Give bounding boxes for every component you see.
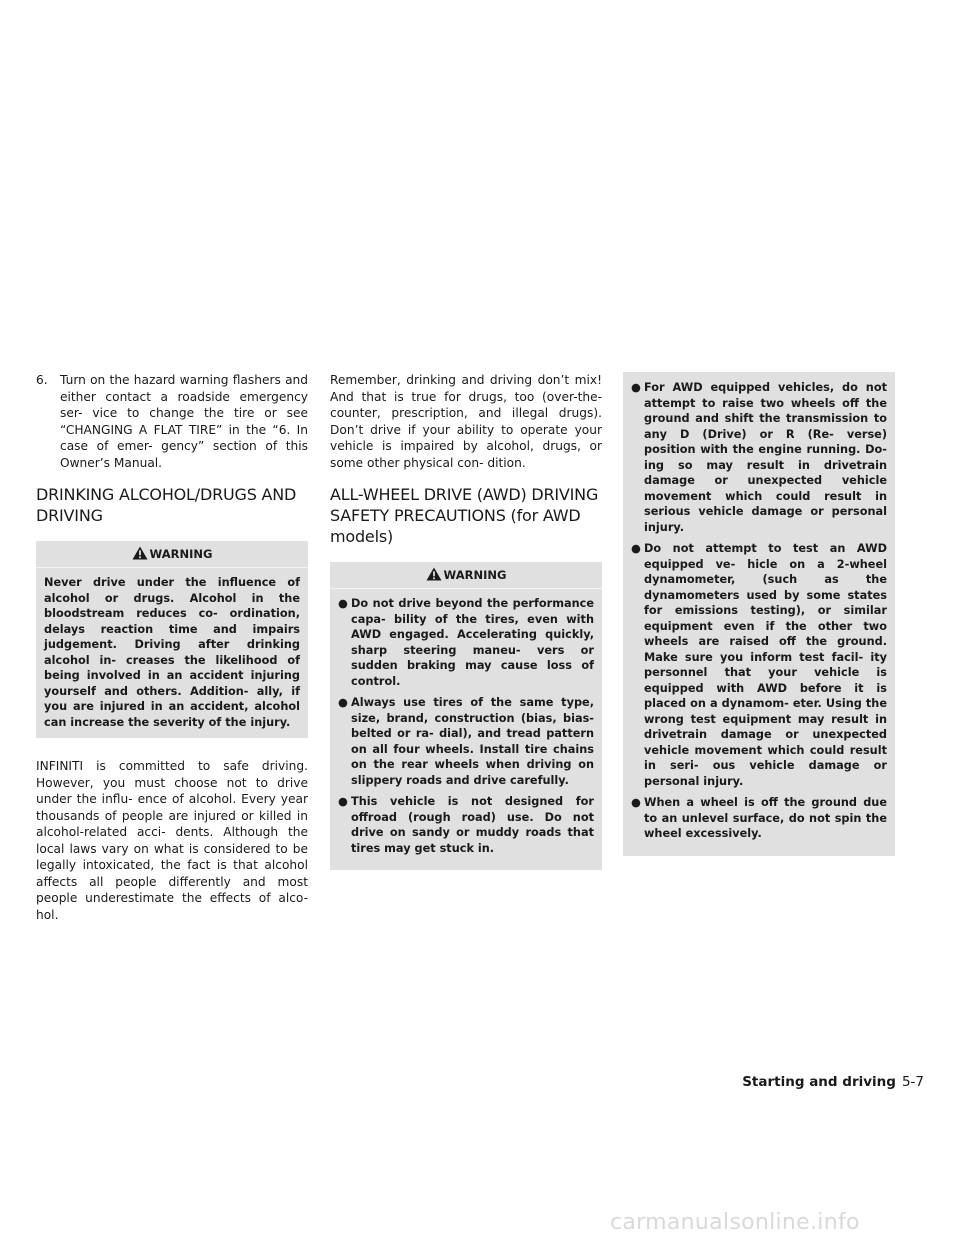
bullet-icon: ● bbox=[338, 795, 348, 808]
warning-item-text: Do not drive beyond the performance capa- bility of the tires, even with AWD engaged. Accelerating quickly, sharp steering maneu- vers or sudden braking may cause loss of control. bbox=[351, 597, 594, 688]
bullet-icon: ● bbox=[338, 696, 348, 709]
column-middle bbox=[330, 372, 602, 870]
warning-triangle-icon bbox=[426, 567, 442, 581]
body-paragraph: INFINITI is committed to safe driving. However, you must choose not to drive under the influ- ence of alcohol. Every year thousands of people are injured or killed in alcohol-related acci- dents. Although the local laws vary on what is considered to be legally intoxicated, the fact is that alcohol affects all people differently and most people underestimate the effects of alco- hol. bbox=[36, 759, 308, 922]
warning-item-text: Always use tires of the same type, size, brand, construction (bias, bias-belted or ra- dial), and tread pattern on all four wheels. Install tire chains on the rear wheels when driving on slippery roads and drive carefully. bbox=[351, 696, 594, 787]
warning-box-alcohol bbox=[36, 541, 308, 738]
step-number: 6. bbox=[36, 373, 48, 387]
body-paragraph: Remember, drinking and driving don’t mix! And that is true for drugs, too (over-the-counter, prescription, and illegal drugs). Don’t drive if your ability to operate your vehicle is impaired by alcohol, drugs, or some other physical con- dition. bbox=[330, 373, 602, 470]
column-right bbox=[623, 372, 895, 856]
bullet-icon: ● bbox=[631, 542, 641, 555]
warning-item-text: Do not attempt to test an AWD equipped ve- hicle on a 2-wheel dynamometer, (such as the dynamometers used by some states for emissions testing), or similar equipment even if the other two wheels are raised off the ground. Make sure you inform test facil- ity personnel that your vehicle is equipped with AWD before it is placed on a dynamom- eter. Using the wrong test equipment may result in drivetrain damage or unexpected vehicle movement which could result in seri- ous vehicle damage or personal injury. bbox=[644, 542, 887, 788]
warning-header bbox=[330, 562, 602, 589]
warning-triangle-icon bbox=[132, 546, 148, 560]
page-footer bbox=[740, 1074, 924, 1090]
bullet-icon: ● bbox=[631, 381, 641, 394]
page-number: 5-7 bbox=[901, 1074, 924, 1090]
section-heading-alcohol: DRINKING ALCOHOL/DRUGS AND DRIVING bbox=[36, 485, 297, 525]
warning-item-text: This vehicle is not designed for offroad (rough road) use. Do not drive on sandy or muddy roads that tires may get stuck in. bbox=[351, 795, 594, 855]
footer-section-title: Starting and driving bbox=[742, 1074, 896, 1090]
warning-list-item bbox=[338, 794, 594, 856]
step-6 bbox=[36, 372, 308, 471]
warning-list-item bbox=[338, 695, 594, 788]
warning-list bbox=[338, 596, 594, 856]
warning-list-item bbox=[631, 380, 887, 535]
warning-box-continued bbox=[623, 372, 895, 856]
column-left bbox=[36, 372, 308, 923]
warning-list-item bbox=[631, 795, 887, 842]
warning-label: WARNING bbox=[443, 568, 507, 582]
warning-list-item bbox=[631, 541, 887, 789]
warning-item-text: For AWD equipped vehicles, do not attempt to raise two wheels off the ground and shift the transmission to any D (Drive) or R (Re- verse) position with the engine running. Do- ing so may result in drivetrain damage or unexpected vehicle movement which could result in serious vehicle damage or personal injury. bbox=[644, 381, 887, 534]
warning-header bbox=[36, 541, 308, 568]
bullet-icon: ● bbox=[631, 796, 641, 809]
warning-list bbox=[631, 380, 887, 842]
warning-item-text: When a wheel is off the ground due to an unlevel surface, do not spin the wheel excessively. bbox=[644, 796, 887, 840]
warning-box-awd bbox=[330, 562, 602, 870]
bullet-icon: ● bbox=[338, 597, 348, 610]
watermark: carmanualsonline.info bbox=[610, 1210, 860, 1235]
warning-list-item bbox=[338, 596, 594, 689]
section-heading-awd: ALL-WHEEL DRIVE (AWD) DRIVING SAFETY PRECAUTIONS (for AWD models) bbox=[330, 485, 599, 546]
warning-text: Never drive under the influence of alcohol or drugs. Alcohol in the bloodstream reduces co- ordination, delays reaction time and impairs judgement. Driving after drinking alcohol in- creases the likelihood of being involved in an accident injuring yourself and others. Addition- ally, if you are injured in an accident, alcohol can increase the severity of the injury. bbox=[44, 576, 300, 729]
step-text: Turn on the hazard warning flashers and either contact a roadside emergency ser- vice to change the tire or see “CHANGING A FLAT TIRE” in the “6. In case of emer- gency” section of this Owner’s Manual. bbox=[60, 373, 308, 470]
warning-label: WARNING bbox=[149, 547, 213, 561]
